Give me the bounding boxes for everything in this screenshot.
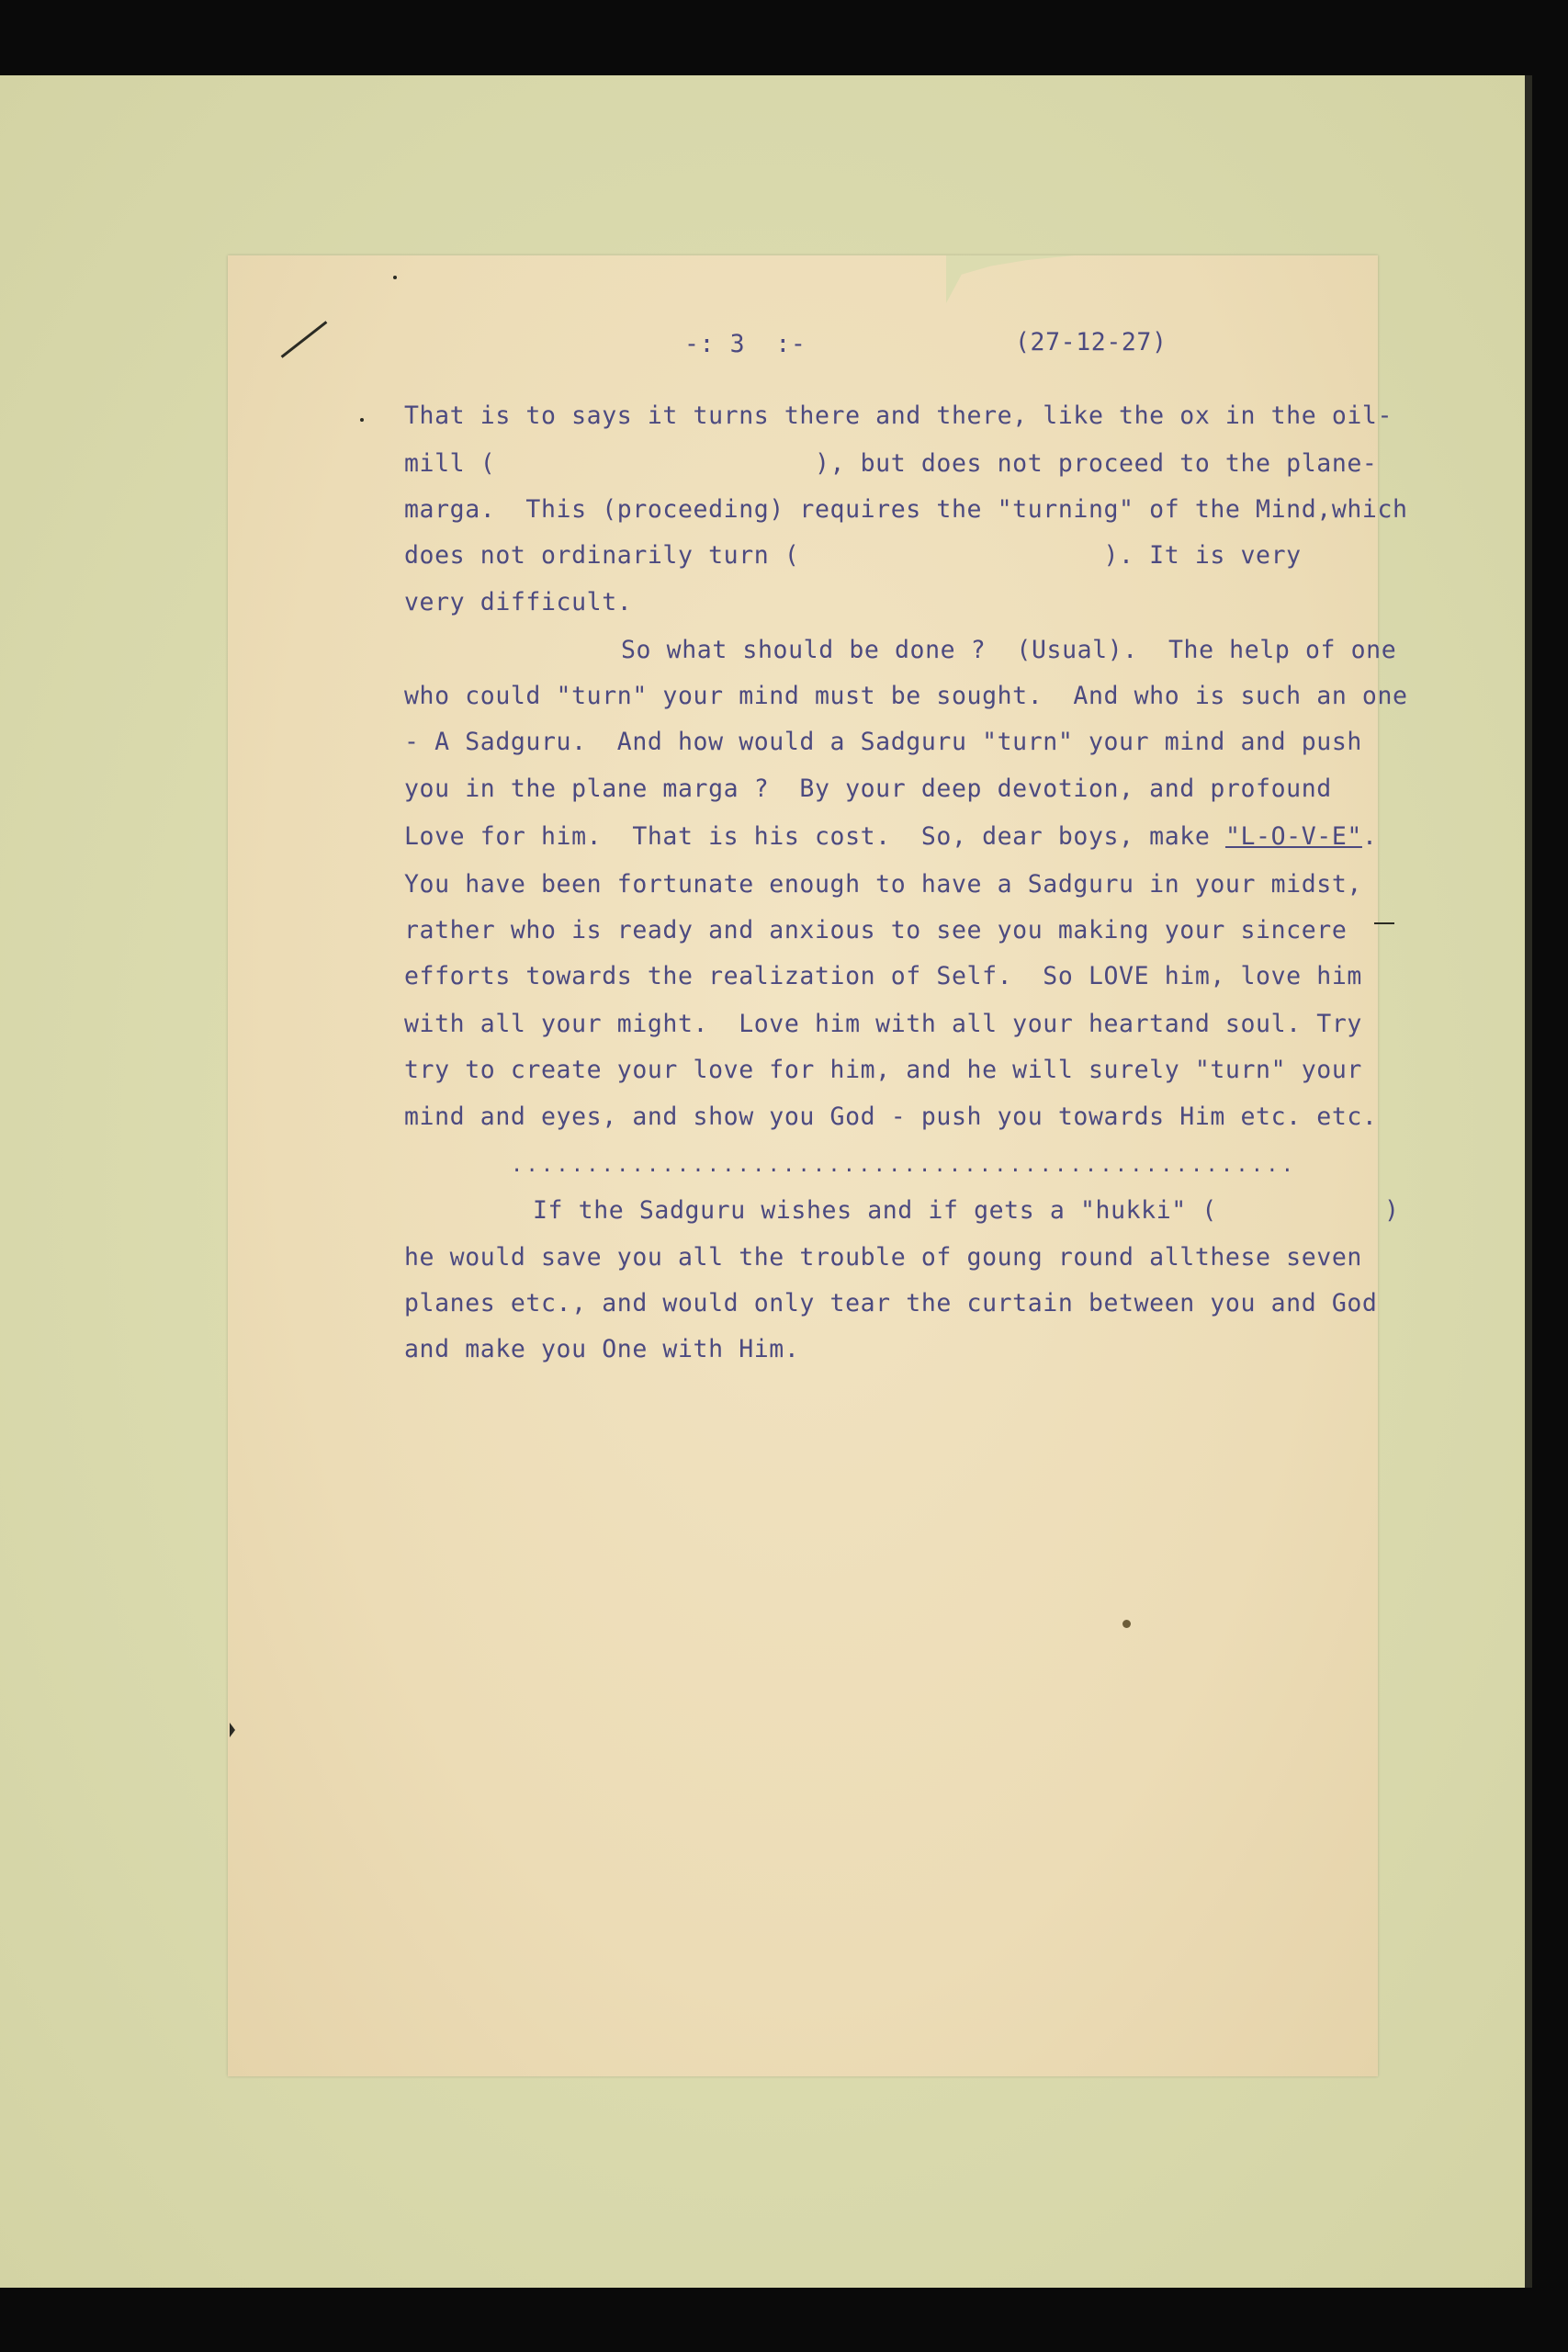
text-line: That is to says it turns there and there, like the ox in the oil- bbox=[404, 401, 1393, 430]
text-line: with all your might. Love him with all your heartand soul. Try bbox=[404, 1010, 1362, 1038]
text-line: - A Sadguru. And how would a Sadguru "turn" your mind and push bbox=[404, 728, 1362, 756]
text-line: You have been fortunate enough to have a Sadguru in your midst, bbox=[404, 870, 1362, 899]
margin-tick bbox=[1374, 922, 1394, 924]
text-line: planes etc., and would only tear the curtain between you and God bbox=[404, 1289, 1378, 1317]
text-line: very difficult. bbox=[404, 588, 633, 616]
dotted-separator: .................................................... bbox=[511, 1154, 1297, 1177]
ink-dot bbox=[1122, 1620, 1131, 1628]
love-period: . bbox=[1361, 822, 1378, 851]
text-line: and make you One with Him. bbox=[404, 1335, 800, 1363]
love-word: "L-O-V-E" bbox=[1224, 822, 1362, 851]
text-line: efforts towards the realization of Self. So LOVE him, love him bbox=[404, 962, 1362, 990]
text-line: you in the plane marga ? By your deep devotion, and profound bbox=[404, 775, 1332, 803]
text-line: mind and eyes, and show you God - push you towards Him etc. etc. bbox=[404, 1102, 1378, 1131]
mount-board-edge bbox=[1525, 75, 1532, 2288]
ink-dot bbox=[393, 276, 397, 279]
text-line: does not ordinarily turn ( ). It is very bbox=[404, 541, 1302, 570]
text-line: If the Sadguru wishes and if gets a "hukki" ( ) bbox=[533, 1196, 1400, 1225]
text-line: rather who is ready and anxious to see you making your sincere bbox=[404, 916, 1348, 944]
page-number: -: 3 :- bbox=[684, 330, 807, 358]
text-line bbox=[404, 822, 1378, 851]
text-line: So what should be done ? (Usual). The help of one bbox=[621, 636, 1397, 664]
text-line: he would save you all the trouble of goung round allthese seven bbox=[404, 1243, 1362, 1272]
ink-dot bbox=[360, 418, 364, 422]
text-line: who could "turn" your mind must be sought. And who is such an one bbox=[404, 682, 1408, 710]
text-line: marga. This (proceeding) requires the "turning" of the Mind,which bbox=[404, 495, 1408, 524]
text-line: mill ( ), but does not proceed to the plane- bbox=[404, 449, 1378, 478]
text-line: try to create your love for him, and he will surely "turn" your bbox=[404, 1056, 1362, 1084]
document-date: (27-12-27) bbox=[1015, 328, 1168, 356]
text-line-lead: Love for him. That is his cost. So, dear boys, make bbox=[404, 822, 1225, 851]
